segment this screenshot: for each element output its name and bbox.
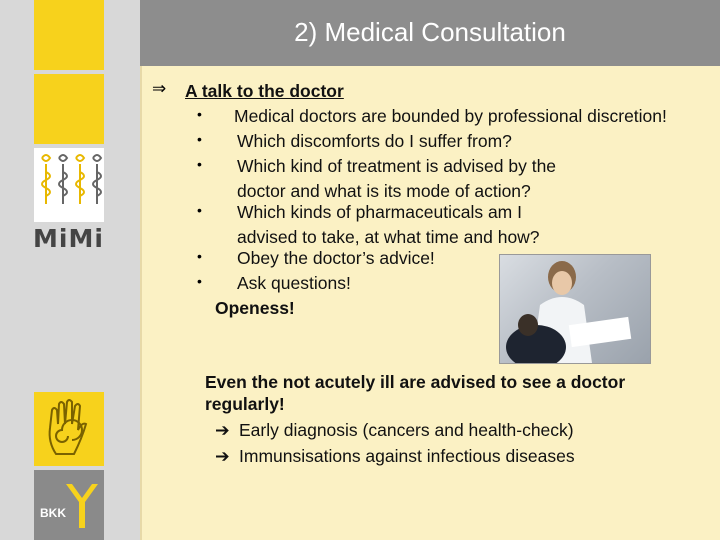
mimi-logo: MiMi [33, 224, 104, 253]
sidebar [0, 0, 140, 540]
bullet-icon: • [197, 202, 202, 218]
hand-spiral-icon [34, 392, 104, 466]
bullet-icon: • [197, 273, 202, 289]
emphasis-text: Openess! [215, 298, 295, 318]
sidebar-tile [34, 74, 104, 144]
list-item: Early diagnosis (cancers and health-check) [239, 420, 574, 440]
slide-title: 2) Medical Consultation [294, 17, 566, 47]
arrow-right-icon: ➔ [215, 446, 230, 466]
list-item: Immunsisations against infectious diseases [239, 446, 575, 466]
section-heading: A talk to the doctor [185, 81, 344, 101]
heading-arrow-icon: ⇒ [152, 79, 167, 98]
list-item: Obey the doctor’s advice! [237, 248, 435, 268]
list-item: Which kinds of pharmaceuticals am I advised to take, at what time and how? [237, 202, 540, 247]
list-item: Ask questions! [237, 273, 351, 293]
advice-text: Even the not acutely ill are advised to see a doctor regularly! [205, 372, 626, 414]
slide-content [140, 66, 720, 540]
bullet-icon: • [197, 131, 202, 147]
bkk-logo-icon [34, 470, 104, 540]
arrow-right-icon: ➔ [215, 420, 230, 440]
bullet-icon: • [197, 156, 202, 172]
list-item: Which discomforts do I suffer from? [237, 131, 512, 151]
list-item: Medical doctors are bounded by professional discretion! [234, 106, 667, 126]
doctor-consultation-photo [499, 254, 651, 364]
bullet-icon: • [197, 248, 202, 264]
sidebar-tile [34, 0, 104, 70]
spiral-figures-logo-icon [34, 148, 104, 222]
slide-header [140, 0, 720, 66]
bkk-logo-text: BKK [40, 506, 66, 520]
list-item: Which kind of treatment is advised by the doctor and what is its mode of action? [237, 156, 557, 201]
bullet-icon: • [197, 106, 202, 122]
